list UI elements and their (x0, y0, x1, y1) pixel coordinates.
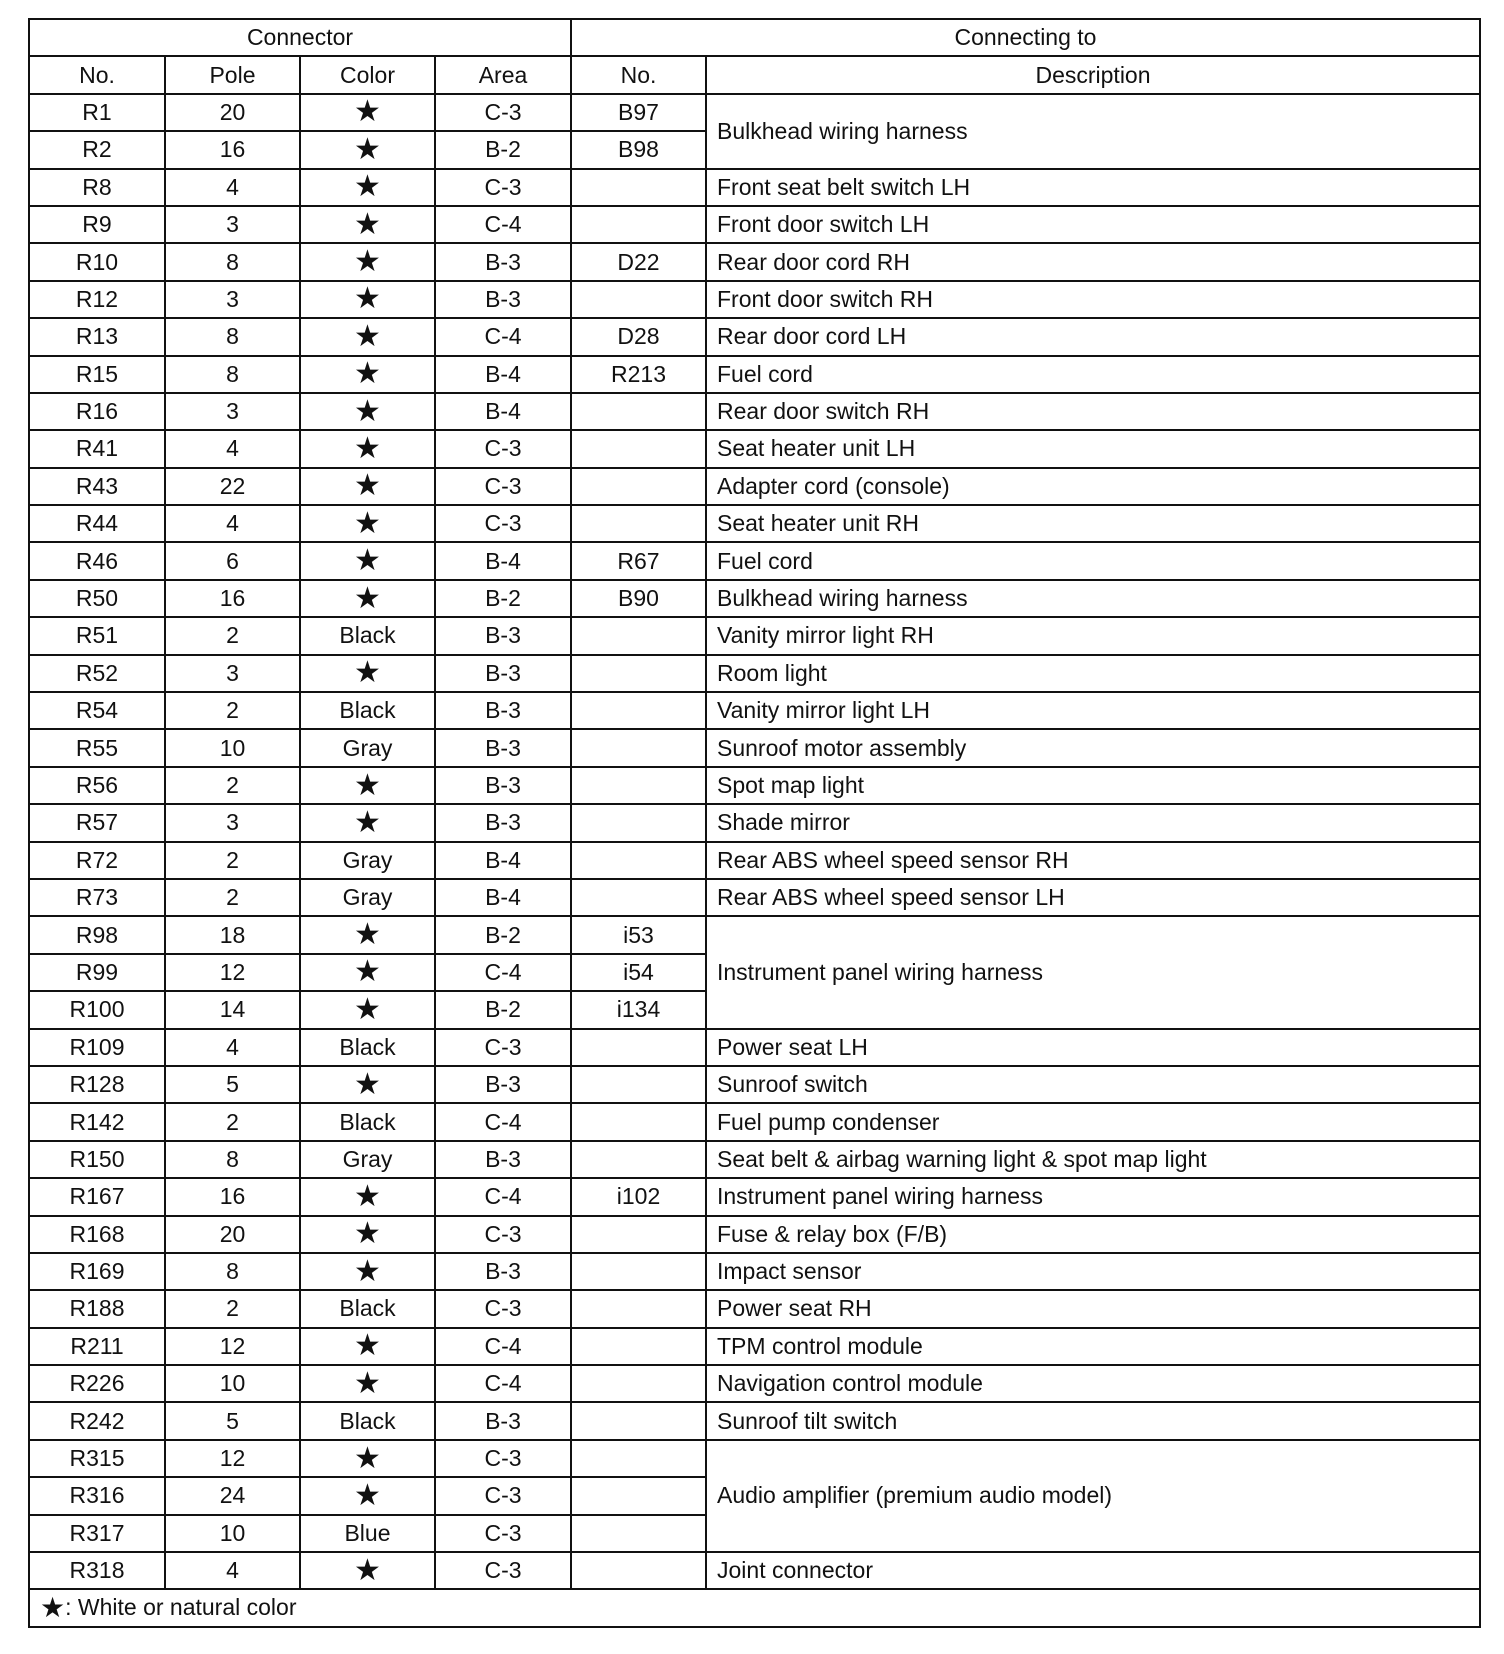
cell-connector-no: R9 (29, 206, 165, 243)
cell-description: Seat heater unit LH (706, 430, 1480, 467)
cell-pole: 2 (165, 842, 300, 879)
cell-connecting-no: B97 (571, 94, 706, 131)
cell-description: Room light (706, 655, 1480, 692)
table-row (29, 318, 1480, 355)
column-header-pole: Pole (165, 56, 300, 93)
cell-pole: 16 (165, 131, 300, 168)
cell-description: Front door switch RH (706, 281, 1480, 318)
cell-area: B-4 (435, 542, 571, 579)
cell-area: B-3 (435, 617, 571, 654)
cell-area: B-2 (435, 916, 571, 953)
cell-color: Gray (300, 879, 435, 916)
cell-connector-no: R13 (29, 318, 165, 355)
star-icon: ★ (300, 131, 435, 168)
star-icon: ★ (300, 1440, 435, 1477)
cell-area: C-3 (435, 94, 571, 131)
table-row (29, 916, 1480, 953)
cell-connecting-no (571, 1552, 706, 1589)
cell-description: Sunroof motor assembly (706, 729, 1480, 766)
cell-connector-no: R15 (29, 356, 165, 393)
cell-connector-no: R72 (29, 842, 165, 879)
cell-connecting-no (571, 692, 706, 729)
star-icon: ★ (300, 954, 435, 991)
star-icon: ★ (300, 1552, 435, 1589)
cell-pole: 4 (165, 169, 300, 206)
cell-connector-no: R168 (29, 1216, 165, 1253)
cell-description: Seat belt & airbag warning light & spot map light (706, 1141, 1480, 1178)
cell-connector-no: R16 (29, 393, 165, 430)
cell-area: C-3 (435, 1515, 571, 1552)
cell-connector-no: R10 (29, 243, 165, 280)
cell-connecting-no: R67 (571, 542, 706, 579)
cell-connecting-no (571, 169, 706, 206)
cell-connecting-no (571, 879, 706, 916)
cell-pole: 18 (165, 916, 300, 953)
cell-connecting-no (571, 1253, 706, 1290)
column-header-color: Color (300, 56, 435, 93)
table-row (29, 1365, 1480, 1402)
cell-pole: 10 (165, 1365, 300, 1402)
table-row (29, 1328, 1480, 1365)
star-icon: ★ (300, 542, 435, 579)
cell-connector-no: R142 (29, 1103, 165, 1140)
table-row (29, 206, 1480, 243)
cell-description: Sunroof switch (706, 1066, 1480, 1103)
cell-pole: 8 (165, 1141, 300, 1178)
cell-description: Vanity mirror light RH (706, 617, 1480, 654)
cell-connector-no: R2 (29, 131, 165, 168)
cell-connecting-no (571, 206, 706, 243)
table-row (29, 94, 1480, 131)
cell-connector-no: R73 (29, 879, 165, 916)
table-row (29, 1402, 1480, 1439)
cell-connecting-no: i54 (571, 954, 706, 991)
table-row (29, 243, 1480, 280)
cell-connector-no: R316 (29, 1477, 165, 1514)
cell-description: Power seat LH (706, 1029, 1480, 1066)
cell-pole: 10 (165, 1515, 300, 1552)
cell-description: Front door switch LH (706, 206, 1480, 243)
cell-description: Rear door cord RH (706, 243, 1480, 280)
cell-area: B-3 (435, 243, 571, 280)
cell-connector-no: R242 (29, 1402, 165, 1439)
cell-connector-no: R44 (29, 505, 165, 542)
star-icon: ★ (300, 281, 435, 318)
cell-connector-no: R188 (29, 1290, 165, 1327)
cell-connector-no: R46 (29, 542, 165, 579)
cell-connector-no: R1 (29, 94, 165, 131)
cell-pole: 8 (165, 243, 300, 280)
cell-area: C-4 (435, 954, 571, 991)
footnote-row (29, 1589, 1480, 1626)
star-icon: ★ (300, 1477, 435, 1514)
cell-connector-no: R51 (29, 617, 165, 654)
cell-description: Fuse & relay box (F/B) (706, 1216, 1480, 1253)
table-row (29, 281, 1480, 318)
cell-pole: 3 (165, 281, 300, 318)
table-row (29, 804, 1480, 841)
cell-description: Adapter cord (console) (706, 468, 1480, 505)
star-icon: ★ (300, 916, 435, 953)
group-header-row (29, 19, 1480, 56)
cell-connecting-no (571, 1440, 706, 1477)
connector-table (28, 18, 1481, 1628)
cell-connector-no: R128 (29, 1066, 165, 1103)
star-icon: ★ (300, 430, 435, 467)
table-row (29, 655, 1480, 692)
cell-connecting-no: i134 (571, 991, 706, 1028)
cell-pole: 4 (165, 1552, 300, 1589)
cell-pole: 2 (165, 767, 300, 804)
table-row (29, 430, 1480, 467)
column-header-area: Area (435, 56, 571, 93)
star-icon: ★ (300, 767, 435, 804)
table-row (29, 580, 1480, 617)
cell-connecting-no: B90 (571, 580, 706, 617)
cell-pole: 4 (165, 505, 300, 542)
cell-pole: 5 (165, 1066, 300, 1103)
cell-area: C-4 (435, 1365, 571, 1402)
cell-connecting-no: B98 (571, 131, 706, 168)
cell-area: C-4 (435, 1103, 571, 1140)
cell-description: Fuel cord (706, 356, 1480, 393)
star-icon: ★ (300, 1365, 435, 1402)
cell-description: Joint connector (706, 1552, 1480, 1589)
star-icon: ★ (300, 169, 435, 206)
table-row (29, 468, 1480, 505)
table-row (29, 879, 1480, 916)
cell-connector-no: R8 (29, 169, 165, 206)
cell-connector-no: R56 (29, 767, 165, 804)
cell-pole: 20 (165, 1216, 300, 1253)
cell-description: Front seat belt switch LH (706, 169, 1480, 206)
star-icon: ★ (300, 1328, 435, 1365)
cell-connector-no: R57 (29, 804, 165, 841)
cell-description: Bulkhead wiring harness (706, 94, 1480, 169)
cell-connector-no: R211 (29, 1328, 165, 1365)
cell-connector-no: R100 (29, 991, 165, 1028)
cell-description: TPM control module (706, 1328, 1480, 1365)
cell-pole: 22 (165, 468, 300, 505)
cell-connecting-no (571, 804, 706, 841)
cell-description: Impact sensor (706, 1253, 1480, 1290)
cell-color: Black (300, 617, 435, 654)
cell-description: Navigation control module (706, 1365, 1480, 1402)
cell-area: C-4 (435, 1328, 571, 1365)
star-icon: ★ (300, 991, 435, 1028)
table-row (29, 542, 1480, 579)
cell-description: Vanity mirror light LH (706, 692, 1480, 729)
cell-connecting-no (571, 655, 706, 692)
star-icon: ★ (300, 356, 435, 393)
cell-area: C-3 (435, 1552, 571, 1589)
column-header-no: No. (29, 56, 165, 93)
cell-area: B-3 (435, 1253, 571, 1290)
cell-area: C-3 (435, 1440, 571, 1477)
cell-pole: 12 (165, 1440, 300, 1477)
cell-connecting-no (571, 1141, 706, 1178)
cell-pole: 4 (165, 1029, 300, 1066)
cell-area: B-4 (435, 842, 571, 879)
cell-area: C-3 (435, 169, 571, 206)
star-icon: ★ (300, 1178, 435, 1215)
cell-description: Instrument panel wiring harness (706, 1178, 1480, 1215)
cell-connector-no: R109 (29, 1029, 165, 1066)
cell-connector-no: R54 (29, 692, 165, 729)
table-row (29, 1216, 1480, 1253)
star-icon: ★ (40, 1592, 66, 1624)
cell-connecting-no (571, 1477, 706, 1514)
cell-pole: 10 (165, 729, 300, 766)
table-row (29, 1253, 1480, 1290)
star-icon: ★ (300, 655, 435, 692)
cell-connecting-no: i53 (571, 916, 706, 953)
star-icon: ★ (300, 243, 435, 280)
cell-area: C-4 (435, 1178, 571, 1215)
cell-area: B-3 (435, 729, 571, 766)
cell-color: Black (300, 1402, 435, 1439)
star-icon: ★ (300, 206, 435, 243)
cell-pole: 6 (165, 542, 300, 579)
connecting-to-group-header: Connecting to (571, 19, 1480, 56)
star-icon: ★ (300, 468, 435, 505)
cell-description: Audio amplifier (premium audio model) (706, 1440, 1480, 1552)
table-row (29, 1066, 1480, 1103)
cell-connecting-no (571, 1328, 706, 1365)
table-row (29, 767, 1480, 804)
cell-connecting-no (571, 1365, 706, 1402)
cell-pole: 3 (165, 393, 300, 430)
cell-color: Black (300, 1290, 435, 1327)
cell-pole: 8 (165, 356, 300, 393)
star-icon: ★ (300, 505, 435, 542)
table-row (29, 505, 1480, 542)
cell-description: Shade mirror (706, 804, 1480, 841)
cell-connecting-no (571, 729, 706, 766)
cell-area: B-2 (435, 580, 571, 617)
cell-pole: 3 (165, 804, 300, 841)
cell-connecting-no: i102 (571, 1178, 706, 1215)
cell-pole: 2 (165, 1103, 300, 1140)
cell-connecting-no (571, 1066, 706, 1103)
table-body (29, 94, 1480, 1590)
table-row (29, 1141, 1480, 1178)
cell-description: Rear ABS wheel speed sensor RH (706, 842, 1480, 879)
table-row (29, 1103, 1480, 1140)
cell-description: Sunroof tilt switch (706, 1402, 1480, 1439)
star-icon: ★ (300, 94, 435, 131)
cell-color: Black (300, 1103, 435, 1140)
column-header-row (29, 56, 1480, 93)
cell-description: Seat heater unit RH (706, 505, 1480, 542)
cell-connector-no: R43 (29, 468, 165, 505)
cell-connecting-no: D28 (571, 318, 706, 355)
cell-connecting-no (571, 430, 706, 467)
cell-connecting-no: D22 (571, 243, 706, 280)
cell-connecting-no: R213 (571, 356, 706, 393)
cell-description: Spot map light (706, 767, 1480, 804)
footnote (29, 1589, 1480, 1626)
cell-area: C-4 (435, 206, 571, 243)
connector-group-header: Connector (29, 19, 571, 56)
cell-area: B-3 (435, 1066, 571, 1103)
cell-pole: 12 (165, 954, 300, 991)
cell-area: B-3 (435, 1402, 571, 1439)
cell-connecting-no (571, 1216, 706, 1253)
cell-description: Instrument panel wiring harness (706, 916, 1480, 1028)
cell-area: C-4 (435, 318, 571, 355)
cell-connector-no: R318 (29, 1552, 165, 1589)
cell-connector-no: R41 (29, 430, 165, 467)
column-header-to-no: No. (571, 56, 706, 93)
cell-pole: 3 (165, 206, 300, 243)
cell-pole: 16 (165, 1178, 300, 1215)
table-row (29, 617, 1480, 654)
cell-description: Fuel cord (706, 542, 1480, 579)
cell-connector-no: R52 (29, 655, 165, 692)
table-row (29, 1290, 1480, 1327)
table-row (29, 169, 1480, 206)
cell-area: C-3 (435, 1029, 571, 1066)
cell-pole: 14 (165, 991, 300, 1028)
cell-color: Blue (300, 1515, 435, 1552)
cell-area: B-2 (435, 991, 571, 1028)
table-row (29, 729, 1480, 766)
cell-color: Black (300, 1029, 435, 1066)
cell-connecting-no (571, 1290, 706, 1327)
cell-description: Bulkhead wiring harness (706, 580, 1480, 617)
cell-pole: 2 (165, 617, 300, 654)
cell-color: Gray (300, 842, 435, 879)
cell-connector-no: R226 (29, 1365, 165, 1402)
star-icon: ★ (300, 804, 435, 841)
table-row (29, 1440, 1480, 1477)
cell-connector-no: R50 (29, 580, 165, 617)
cell-area: C-3 (435, 505, 571, 542)
cell-pole: 24 (165, 1477, 300, 1514)
cell-pole: 2 (165, 692, 300, 729)
cell-area: B-4 (435, 356, 571, 393)
cell-pole: 12 (165, 1328, 300, 1365)
table-row (29, 393, 1480, 430)
table-row (29, 1552, 1480, 1589)
cell-area: B-2 (435, 131, 571, 168)
cell-connector-no: R55 (29, 729, 165, 766)
cell-connector-no: R150 (29, 1141, 165, 1178)
table-row (29, 692, 1480, 729)
cell-area: C-3 (435, 1477, 571, 1514)
cell-area: B-4 (435, 879, 571, 916)
cell-area: B-3 (435, 655, 571, 692)
table-row (29, 356, 1480, 393)
cell-connecting-no (571, 505, 706, 542)
cell-pole: 4 (165, 430, 300, 467)
star-icon: ★ (300, 318, 435, 355)
column-header-description: Description (706, 56, 1480, 93)
cell-connector-no: R98 (29, 916, 165, 953)
cell-area: B-3 (435, 1141, 571, 1178)
cell-connector-no: R167 (29, 1178, 165, 1215)
cell-area: B-3 (435, 767, 571, 804)
cell-connector-no: R315 (29, 1440, 165, 1477)
cell-connecting-no (571, 1402, 706, 1439)
cell-area: C-3 (435, 1290, 571, 1327)
cell-description: Rear ABS wheel speed sensor LH (706, 879, 1480, 916)
footnote-text: : White or natural color (65, 1594, 297, 1621)
cell-description: Rear door switch RH (706, 393, 1480, 430)
cell-pole: 16 (165, 580, 300, 617)
cell-connecting-no (571, 767, 706, 804)
cell-color: Gray (300, 1141, 435, 1178)
cell-area: B-4 (435, 393, 571, 430)
cell-connector-no: R12 (29, 281, 165, 318)
cell-area: B-3 (435, 281, 571, 318)
star-icon: ★ (300, 1216, 435, 1253)
star-icon: ★ (300, 393, 435, 430)
cell-pole: 8 (165, 318, 300, 355)
cell-pole: 5 (165, 1402, 300, 1439)
cell-area: B-3 (435, 692, 571, 729)
star-icon: ★ (300, 1066, 435, 1103)
cell-connecting-no (571, 281, 706, 318)
cell-pole: 3 (165, 655, 300, 692)
cell-color: Black (300, 692, 435, 729)
cell-connecting-no (571, 842, 706, 879)
cell-connector-no: R169 (29, 1253, 165, 1290)
cell-description: Fuel pump condenser (706, 1103, 1480, 1140)
cell-area: C-3 (435, 1216, 571, 1253)
cell-pole: 2 (165, 1290, 300, 1327)
cell-pole: 2 (165, 879, 300, 916)
cell-description: Power seat RH (706, 1290, 1480, 1327)
cell-connecting-no (571, 1029, 706, 1066)
cell-connecting-no (571, 468, 706, 505)
star-icon: ★ (300, 580, 435, 617)
cell-connecting-no (571, 1103, 706, 1140)
star-icon: ★ (300, 1253, 435, 1290)
table-row (29, 1178, 1480, 1215)
cell-connector-no: R317 (29, 1515, 165, 1552)
table-row (29, 1029, 1480, 1066)
cell-connecting-no (571, 617, 706, 654)
cell-area: C-3 (435, 430, 571, 467)
cell-connector-no: R99 (29, 954, 165, 991)
cell-area: C-3 (435, 468, 571, 505)
cell-connecting-no (571, 1515, 706, 1552)
cell-pole: 8 (165, 1253, 300, 1290)
cell-connecting-no (571, 393, 706, 430)
cell-color: Gray (300, 729, 435, 766)
cell-area: B-3 (435, 804, 571, 841)
cell-description: Rear door cord LH (706, 318, 1480, 355)
table-row (29, 842, 1480, 879)
cell-pole: 20 (165, 94, 300, 131)
